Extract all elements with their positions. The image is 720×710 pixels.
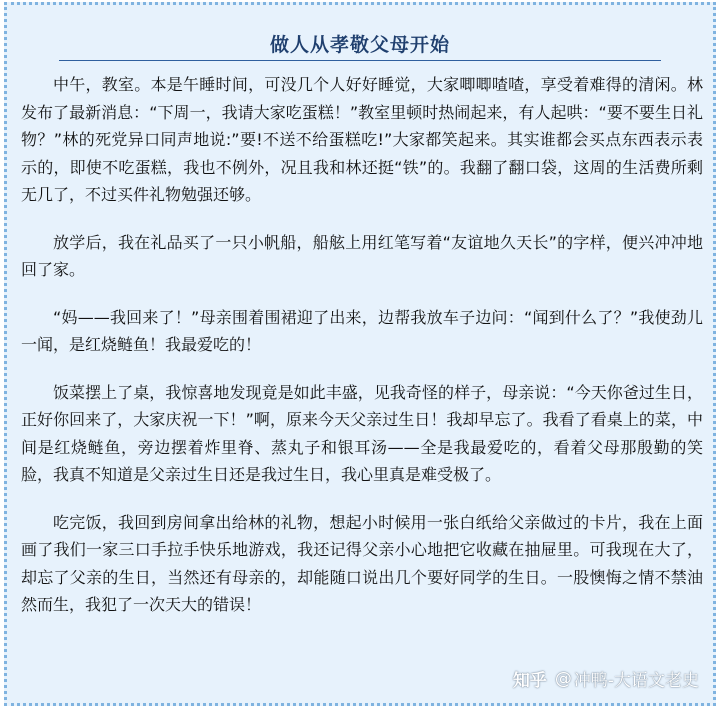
zhihu-watermark [513, 666, 699, 691]
paragraph-1: 中午，教室。本是午睡时间，可没几个人好好睡觉，大家唧唧喳喳，享受着难得的清闲。林发布了最新消息：“下周一，我请大家吃蛋糕！”教室里顿时热闹起来，有人起哄：“要不要生日礼物？”林的死党异口同声地说:”要!不送不给蛋糕吃!”大家都笑起来。其实谁都会买点东西表示表示的，即使不吃蛋糕，我也不例外，况且我和林还挺“铁”的。我翻了翻口袋，这周的生活费所剩无几了，不过买件礼物勉强还够。 [21, 75, 703, 204]
article-card [4, 2, 716, 706]
title-underline [59, 60, 661, 61]
article-title: 做人从孝敬父母开始 [269, 34, 450, 56]
watermark-at: @ [554, 668, 572, 689]
paragraph-5: 吃完饭，我回到房间拿出给林的礼物，想起小时候用一张白纸给父亲做过的卡片，我在上面画了我们一家三口手拉手快乐地游戏，我还记得父亲小心地把它收藏在抽屉里。可我现在大了，却忘了父亲的生日，当然还有母亲的，却能随口说出几个要好同学的生日。一股懊悔之情不禁油然而生，我犯了一次天大的错误！ [21, 512, 703, 614]
paragraph-4: 饭菜摆上了桌，我惊喜地发现竟是如此丰盛，见我奇怪的样子，母亲说：“今天你爸过生日，正好你回来了，大家庆祝一下！”啊，原来今天父亲过生日！我却早忘了。我看了看桌上的菜，中间是红烧鲢鱼，旁边摆着炸里脊、蒸丸子和银耳汤——全是我最爱吃的，看着父母那殷勤的笑脸，我真不知道是父亲过生日还是我过生日，我心里真是难受极了。 [21, 382, 703, 484]
paragraph-3: “妈——我回来了！”母亲围着围裙迎了出来，边帮我放车子边问：“闻到什么了？”我使劲儿一闻，是红烧鲢鱼！我最爱吃的！ [21, 307, 703, 354]
watermark-author: 冲鸭-大语文老史 [573, 671, 699, 691]
watermark-site: 知乎 [512, 671, 547, 691]
paragraph-2: 放学后，我在礼品买了一只小帆船，船舷上用红笔写着“友谊地久天长”的字样，便兴冲冲地回了家。 [21, 232, 703, 279]
article-body [21, 71, 703, 639]
